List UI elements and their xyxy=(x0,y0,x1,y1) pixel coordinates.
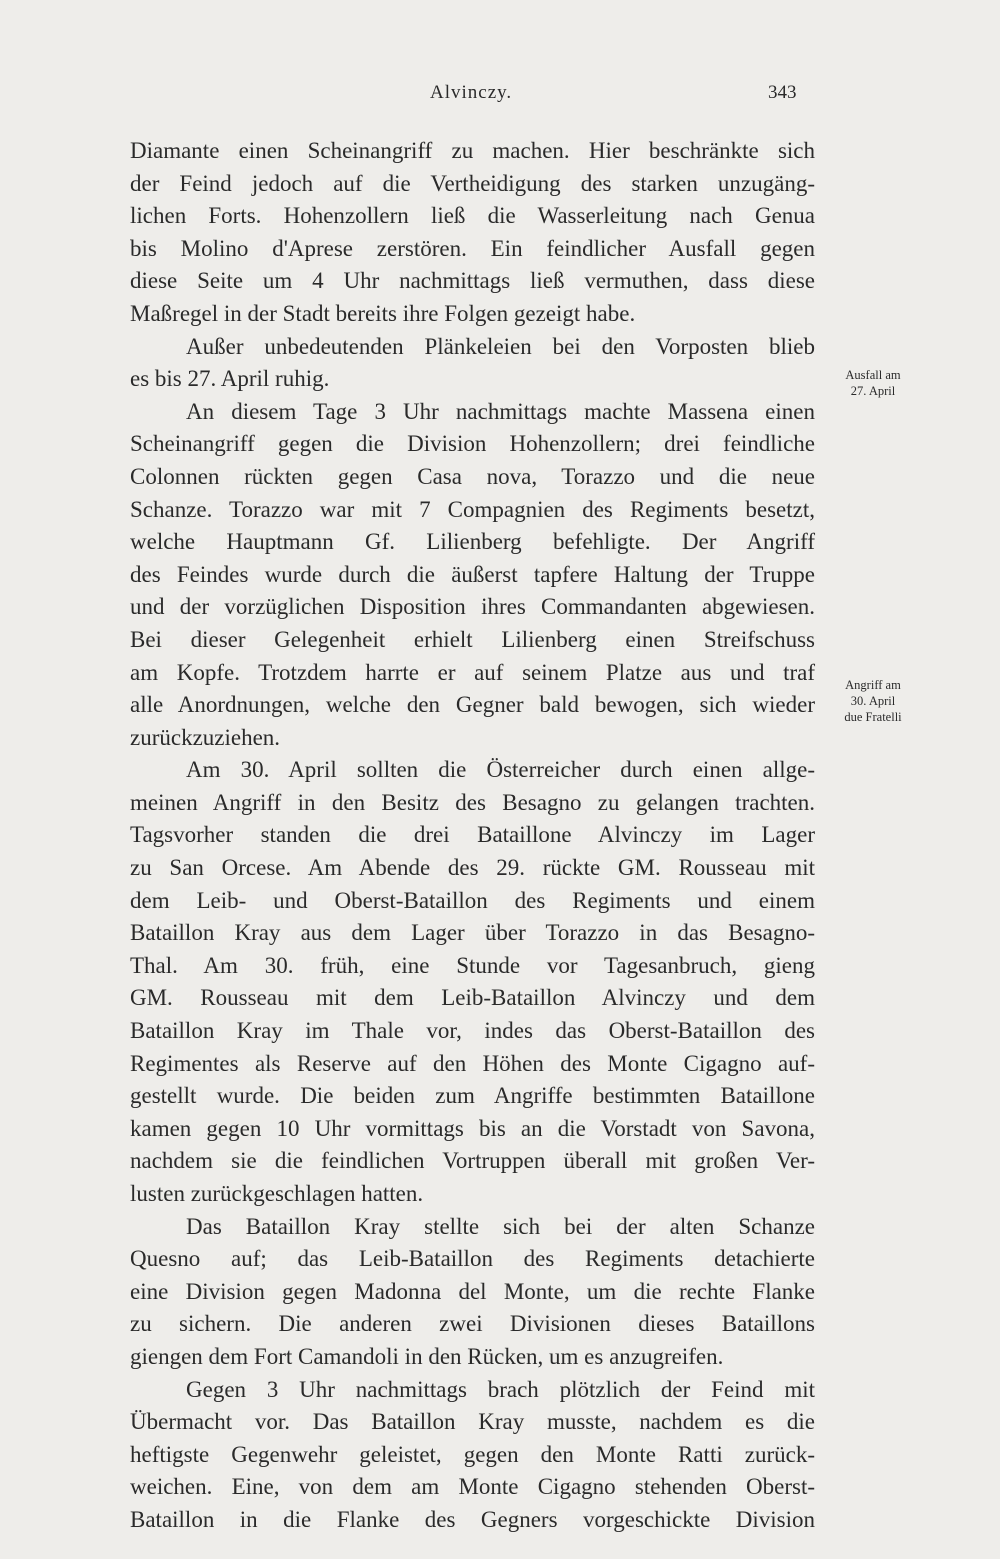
margin-note-line: Ausfall am xyxy=(845,368,901,382)
text-line: giengen dem Fort Camandoli in den Rücken, um es anzugreifen. xyxy=(130,1343,724,1369)
text-line: Bei dieser Gelegenheit erhielt Lilienberg einen Streifschuss xyxy=(130,626,815,652)
text-line: Diamante einen Scheinangriff zu machen. Hier beschränkte sich xyxy=(130,138,815,163)
text-line: Bataillon in die Flanke des Gegners vorgeschickte Division xyxy=(130,1506,815,1532)
text-line: und der vorzüglichen Disposition ihres Commandanten abgewiesen. xyxy=(130,594,815,620)
text-line: kamen gegen 10 Uhr vormittags bis an die Vorstadt von Savona, xyxy=(130,1115,815,1141)
text-line: Gegen 3 Uhr nachmittags brach plötzlich der Feind mit xyxy=(186,1376,815,1402)
margin-note-line: 27. April xyxy=(850,384,896,398)
text-line: welche Hauptmann Gf. Lilienberg befehligte. Der Angriff xyxy=(130,529,815,555)
text-line: dem Leib- und Oberst-Bataillon des Regiments und einem xyxy=(130,887,815,913)
text-line: der Feind jedoch auf die Vertheidigung des starken unzugäng- xyxy=(130,170,815,196)
text-line: gestellt wurde. Die beiden zum Angriffe bestimmten Bataillone xyxy=(130,1083,815,1109)
text-line: Am 30. April sollten die Österreicher durch einen allge- xyxy=(186,757,815,783)
text-line: Maßregel in der Stadt bereits ihre Folgen gezeigt habe. xyxy=(130,300,636,326)
text-line: zu San Orcese. Am Abende des 29. rückte GM. Rousseau mit xyxy=(130,855,815,881)
text-line: weichen. Eine, von dem am Monte Cigagno stehenden Oberst- xyxy=(130,1474,815,1500)
page-number: 343 xyxy=(768,82,797,103)
text-line: bis Molino d'Aprese zerstören. Ein feindlicher Ausfall gegen xyxy=(130,235,815,261)
text-line: Übermacht vor. Das Bataillon Kray musste, nachdem es die xyxy=(130,1409,815,1435)
text-line: Tagsvorher standen die drei Bataillone Alvinczy im Lager xyxy=(130,822,815,848)
text-line: zu sichern. Die anderen zwei Divisionen dieses Bataillons xyxy=(130,1311,815,1337)
text-line: Regimentes als Reserve auf den Höhen des Monte Cigagno auf- xyxy=(130,1050,815,1076)
text-line: Bataillon Kray im Thale vor, indes das Oberst-Bataillon des xyxy=(130,1018,815,1044)
text-line: Bataillon Kray aus dem Lager über Torazzo in das Besagno- xyxy=(130,920,815,946)
text-line: nachdem sie die feindlichen Vortruppen überall mit großen Ver- xyxy=(130,1148,815,1174)
text-line: lichen Forts. Hohenzollern ließ die Wasserleitung nach Genua xyxy=(130,203,815,229)
text-line: zurückzuziehen. xyxy=(130,724,281,750)
margin-note-line: due Fratelli xyxy=(844,710,902,724)
text-line: GM. Rousseau mit dem Leib-Bataillon Alvinczy und dem xyxy=(130,985,815,1011)
text-line: alle Anordnungen, welche den Gegner bald bewogen, sich wieder xyxy=(130,692,815,718)
text-line: diese Seite um 4 Uhr nachmittags ließ vermuthen, dass diese xyxy=(130,268,815,294)
text-line: An diesem Tage 3 Uhr nachmittags machte Massena einen xyxy=(186,398,815,424)
text-line: lusten zurückgeschlagen hatten. xyxy=(130,1181,424,1206)
text-line: Colonnen rückten gegen Casa nova, Torazzo und die neue xyxy=(130,463,815,489)
text-line: meinen Angriff in den Besitz des Besagno zu gelangen trachten. xyxy=(130,789,815,815)
running-head xyxy=(0,82,1000,112)
text-line: Thal. Am 30. früh, eine Stunde vor Tagesanbruch, gieng xyxy=(130,952,815,978)
margin-note-line: 30. April xyxy=(850,694,896,708)
running-title: Alvinczy. xyxy=(430,82,513,103)
text-line: Das Bataillon Kray stellte sich bei der alten Schanze xyxy=(186,1213,815,1239)
text-line: Außer unbedeutenden Plänkeleien bei den Vorposten blieb xyxy=(186,333,815,359)
text-line: Quesno auf; das Leib-Bataillon des Regiments detachierte xyxy=(130,1246,815,1272)
text-line: des Feindes wurde durch die äußerst tapfere Haltung der Truppe xyxy=(130,561,815,587)
margin-note-ausfall xyxy=(828,367,918,399)
body-text xyxy=(130,135,815,1537)
text-line: heftigste Gegenwehr geleistet, gegen den Monte Ratti zurück- xyxy=(130,1441,815,1467)
text-line: es bis 27. April ruhig. xyxy=(130,366,330,392)
margin-note-angriff xyxy=(828,677,918,725)
text-line: Scheinangriff gegen die Division Hohenzollern; drei feindliche xyxy=(130,431,815,457)
text-line: eine Division gegen Madonna del Monte, um die rechte Flanke xyxy=(130,1278,815,1304)
margin-note-line: Angriff am xyxy=(845,678,901,692)
text-line: Schanze. Torazzo war mit 7 Compagnien des Regiments besetzt, xyxy=(130,496,815,522)
text-line: am Kopfe. Trotzdem harrte er auf seinem Platze aus und traf xyxy=(130,659,815,685)
